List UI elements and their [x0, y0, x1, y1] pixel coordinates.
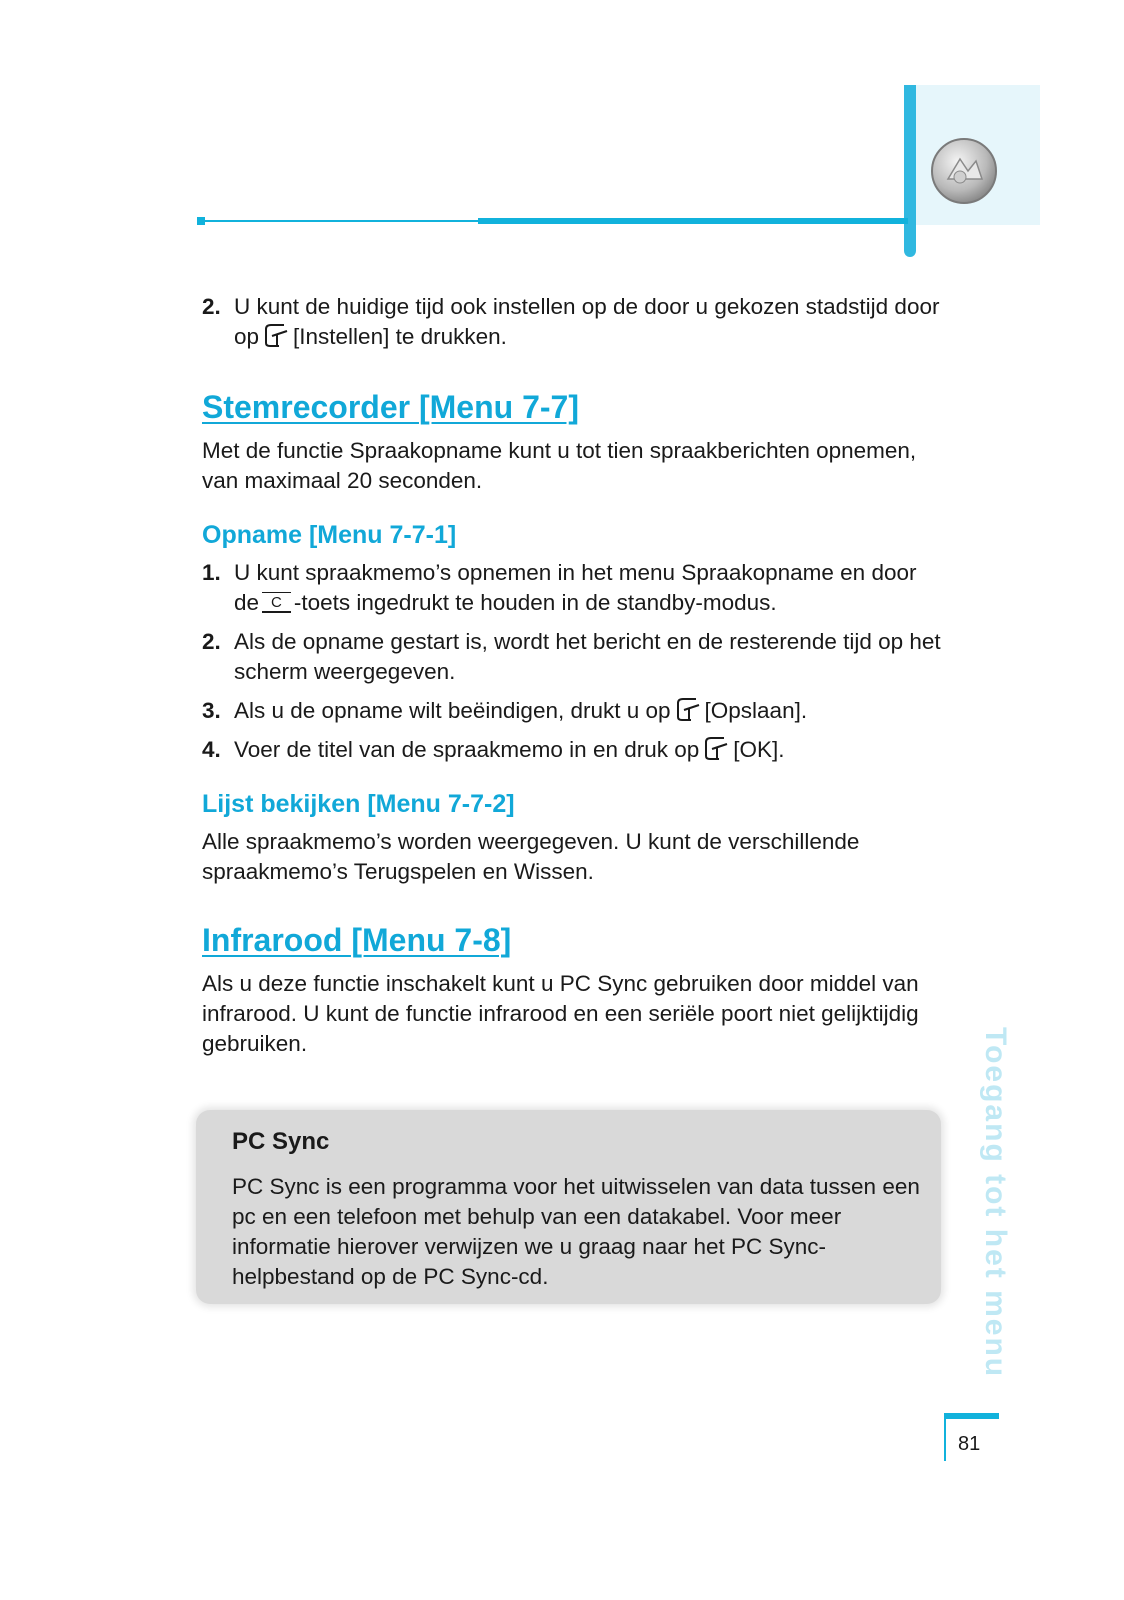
section-title-opname: Opname [Menu 7-7-1] [202, 521, 457, 549]
list-text: U kunt de huidige tijd ook instellen op de door u gekozen stadstijd door op [Instellen] te drukken. [234, 294, 940, 349]
list-number: 2. [202, 294, 221, 319]
list-item: 1. U kunt spraakmemo’s opnemen in het menu Spraakopname en door de C -toets ingedrukt te houden in de standby-modus. [202, 560, 917, 615]
header-rule-thick [478, 218, 908, 224]
chapter-tab-bar [904, 85, 916, 257]
section-title-stemrecorder: Stemrecorder [Menu 7-7] [202, 389, 579, 425]
page-number-rule-left [944, 1419, 946, 1461]
section-body-stemrecorder: Met de functie Spraakopname kunt u tot tien spraakberichten opnemen, van maximaal 20 seconden. [202, 438, 917, 493]
page-number-rule [944, 1413, 999, 1419]
c-key-icon: C [262, 594, 291, 613]
side-chapter-title: Toegang tot het menu [979, 1027, 1012, 1379]
intro-list-item [202, 292, 942, 352]
note-body: PC Sync is een programma voor het uitwisselen van data tussen een pc en een telefoon met behulp van een datakabel. Voor meer informatie hierover verwijzen we u graag naar het PC Sync-helpbestand op de PC Sync-cd. [232, 1174, 920, 1289]
note-title: PC Sync [232, 1128, 330, 1155]
list-item: 4. Voer de titel van de spraakmemo in en druk op [OK]. [202, 737, 785, 762]
page-number: 81 [958, 1433, 981, 1455]
left-softkey-icon [675, 697, 701, 723]
note-box [196, 1110, 941, 1304]
left-softkey-icon [703, 736, 729, 762]
section-body-lijst: Alle spraakmemo’s worden weergegeven. U kunt de verschillende spraakmemo’s Terugspelen en Wissen. [202, 829, 860, 884]
header-rule-thin [200, 220, 480, 222]
list-item: 3. Als u de opname wilt beëindigen, drukt u op [Opslaan]. [202, 698, 808, 723]
section-title-lijst: Lijst bekijken [Menu 7-7-2] [202, 790, 515, 818]
opname-list [202, 558, 942, 765]
list-item: 2. Als de opname gestart is, wordt het bericht en de resterende tijd op het scherm weergegeven. [202, 629, 941, 684]
left-softkey-icon [263, 323, 289, 349]
menu-tab-icon [930, 137, 998, 205]
section-body-infrarood: Als u deze functie inschakelt kunt u PC Sync gebruiken door middel van infrarood. U kunt de functie infrarood en een seriële poort niet gelijktijdig gebruiken. [202, 971, 919, 1056]
page-content [202, 292, 942, 1059]
section-title-infrarood: Infrarood [Menu 7-8] [202, 922, 512, 958]
